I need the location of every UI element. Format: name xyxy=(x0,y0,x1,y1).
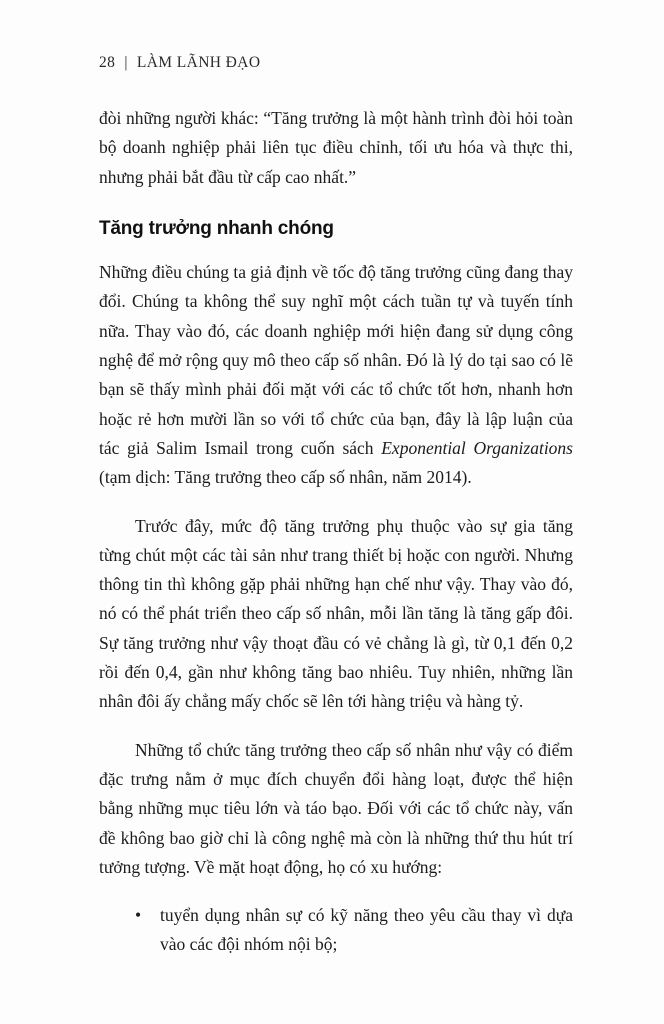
paragraph-doubling: Trước đây, mức độ tăng trưởng phụ thuộc vào sự gia tăng từng chút một các tài sản như trang thiết bị hoặc con người. Nhưng thông tin thì không gặp phải những hạn chế như vậy. Thay vào đó, nó có thể phát triển theo cấp số nhân, mỗi lần tăng là tăng gấp đôi. Sự tăng trưởng như vậy thoạt đầu có vẻ chẳng là gì, từ 0,1 đến 0,2 rồi đến 0,4, gần như không tăng bao nhiêu. Tuy nhiên, những lần nhân đôi ấy chẳng mấy chốc sẽ lên tới hàng triệu và hàng tỷ. xyxy=(99,515,573,712)
bullet-list xyxy=(99,901,573,960)
bullet-text: tuyển dụng nhân sự có kỹ năng theo yêu cầu thay vì dựa vào các đội nhóm nội bộ; xyxy=(160,905,573,955)
page-body xyxy=(99,104,573,960)
paragraph-exponential-after: (tạm dịch: Tăng trưởng theo cấp số nhân, năm 2014). xyxy=(99,467,472,488)
paragraph-exponential-before: Những điều chúng ta giả định về tốc độ tăng trưởng cũng đang thay đổi. Chúng ta không thể suy nghĩ một cách tuần tự và tuyến tính nữa. Thay vào đó, các doanh nghiệp mới hiện đang sử dụng công nghệ để mở rộng quy mô theo cấp số nhân. Đó là lý do tại sao có lẽ bạn sẽ thấy mình phải đối mặt với các tổ chức tốt hơn, nhanh hơn hoặc rẻ hơn mười lần so với tổ chức của bạn, đây là lập luận của tác giả Salim Ismail trong cuốn sách xyxy=(99,262,573,458)
page-number: 28 xyxy=(99,54,116,71)
list-item xyxy=(99,901,573,960)
book-title: LÀM LÃNH ĐẠO xyxy=(136,54,261,71)
header-separator: | xyxy=(124,54,128,71)
paragraph-exponential xyxy=(99,258,573,492)
paragraph-purpose: Những tổ chức tăng trưởng theo cấp số nhân như vậy có điểm đặc trưng nằm ở mục đích chuyển đổi hàng loạt, được thể hiện bằng những mục tiêu lớn và táo bạo. Đối với các tổ chức này, vấn đề không bao giờ chỉ là công nghệ mà còn là những thứ thu hút trí tưởng tượng. Về mặt hoạt động, họ có xu hướng: xyxy=(99,739,573,877)
bullet-marker: • xyxy=(135,905,142,926)
cited-book-title: Exponential Organizations xyxy=(381,437,573,458)
section-heading: Tăng trưởng nhanh chóng xyxy=(99,217,334,239)
continued-paragraph: đòi những người khác: “Tăng trưởng là một hành trình đòi hỏi toàn bộ doanh nghiệp phải liên tục điều chỉnh, tối ưu hóa và thực thi, nhưng phải bắt đầu từ cấp cao nhất.” xyxy=(99,108,573,187)
page-header xyxy=(99,54,573,72)
